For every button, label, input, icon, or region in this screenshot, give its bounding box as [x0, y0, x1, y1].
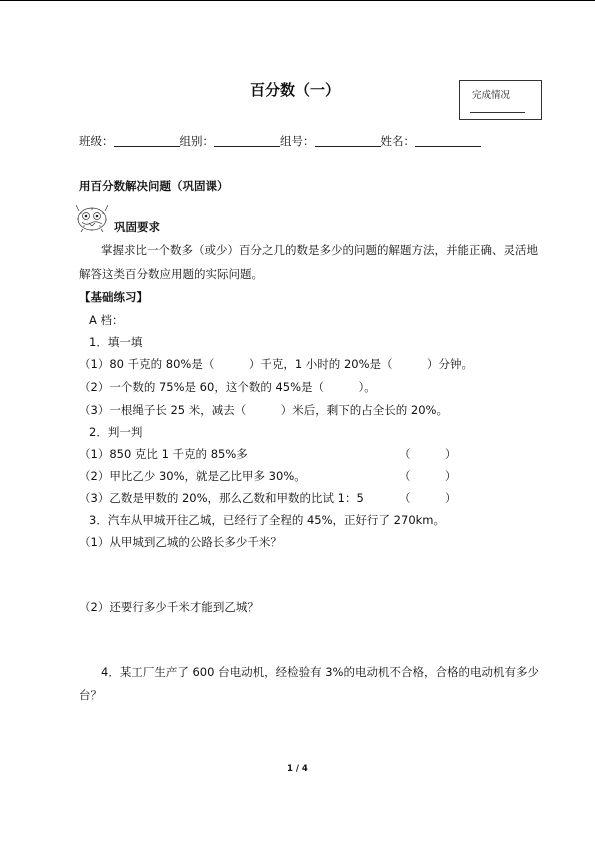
- q2-item-1: （1）850 克比 1 千克的 85%多: [79, 447, 248, 461]
- practice-level: A 档：: [89, 313, 124, 327]
- requirements-line-1: 掌握求比一个数多（或少）百分之几的数是多少的问题的解题方法，并能正确、灵活地: [101, 243, 538, 257]
- class-label: 班级：: [79, 134, 114, 148]
- name-label: 姓名：: [380, 134, 415, 148]
- owl-logo-icon: [73, 203, 111, 233]
- q3-title: 3．汽车从甲城开往乙城，已经行了全程的 45%，正好行了 270km。: [89, 513, 445, 527]
- q2-answer-3[interactable]: （ ）: [399, 491, 457, 505]
- group-label: 组别：: [179, 134, 214, 148]
- q2-item-2: （2）甲比乙少 30%，就是乙比甲多 30%。: [79, 469, 306, 483]
- completion-box: [459, 80, 542, 120]
- group-no-blank[interactable]: [315, 134, 381, 147]
- q4-line-2: 台？: [79, 688, 102, 702]
- completion-label: 完成情况: [472, 90, 511, 101]
- practice-heading: 【基础练习】: [79, 290, 148, 304]
- q1-item-2: （2）一个数的 75%是 60，这个数的 45%是（ ）。: [79, 380, 376, 394]
- q4-line-1: 4．某工厂生产了 600 台电动机，经检验有 3%的电动机不合格，合格的电动机有多少: [101, 665, 539, 679]
- name-blank[interactable]: [415, 134, 481, 147]
- q2-title: 2．判一判: [89, 425, 143, 439]
- completion-blank: [470, 112, 525, 113]
- requirements-line-2: 解答这类百分数应用题的实际问题。: [79, 267, 263, 281]
- q2-answer-2[interactable]: （ ）: [399, 469, 457, 483]
- q3-sub-1: （1）从甲城到乙城的公路长多少千米？: [79, 535, 282, 549]
- q1-title: 1．填一填: [89, 335, 143, 349]
- info-row: [79, 133, 481, 149]
- q2-answer-1[interactable]: （ ）: [399, 447, 457, 461]
- page-title: 百分数（一）: [250, 81, 341, 99]
- requirements-title: 巩固要求: [114, 220, 160, 234]
- q1-item-3: （3）一根绳子长 25 米，减去（ ）米后，剩下的占全长的 20%。: [79, 403, 448, 417]
- q3-sub-2: （2）还要行多少千米才能到乙城？: [79, 600, 259, 614]
- q1-item-1: （1）80 千克的 80%是（ ）千克，1 小时的 20%是（ ）分钟。: [79, 357, 474, 371]
- group-no-label: 组号：: [280, 134, 315, 148]
- section-title: 用百分数解决问题（巩固课）: [79, 179, 229, 193]
- top-border-line: [0, 0, 595, 1]
- q2-item-3: （3）乙数是甲数的 20%，那么乙数和甲数的比试 1：5: [79, 491, 364, 505]
- group-blank[interactable]: [214, 134, 280, 147]
- page-number: 1 / 4: [287, 764, 308, 774]
- class-blank[interactable]: [114, 134, 180, 147]
